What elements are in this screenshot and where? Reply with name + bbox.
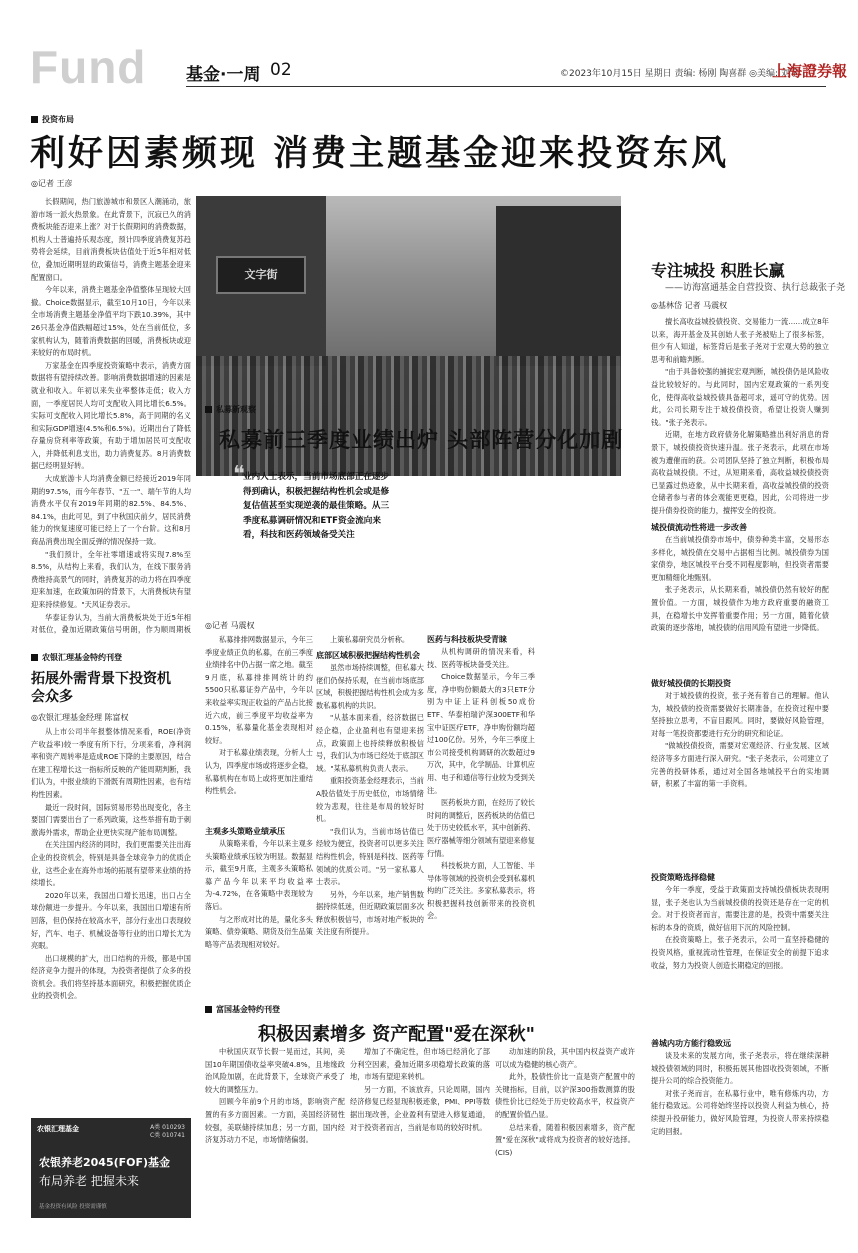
- quote-mark-icon: ❝: [233, 462, 245, 487]
- left-headline: 拓展外需背景下投资机会众多: [31, 671, 171, 705]
- middle-col2: 上策私募研究员分析称。: [330, 635, 410, 644]
- left-body: 从上市公司半年报整体情况来看，ROE(净资产收益率)较一季度有所下行，分项来看，净利润率和资产周转率是造成ROE下降的主要原因，结合在建工程增长这一指标所反映的产能周期判断，我们认为，中报业绩的下滑既有周期性因素，也有结构性因素。 最近一段时间，国际贸易形势出现变化，各主要国门需要出台了一系列政策，这些举措有助于刺激海外需求，帮助企业更快实现产能布局调整。 在关注国内经济的同时，我们更需要关注出海企业的投资机会，特别是具备全球竞争力的优质企业，这些企业在海外市场的拓展有望带来业绩的持续增长。 2020年以来，我国出口增长迅速，出口占全球份额进一步提升。今年以来，我国出口增速有所回落，但仍保持在较高水平，部分行业出口表现较好，汽车、电子、机械设备等行业的出口增长尤为亮眼。 出口规模的扩大，出口结构的升级，都是中国经济竞争力提升的体现，为投资者提供了众多的投资机会。我们将坚持基本面研究，积极把握优质企业的投资机会。: [31, 727, 191, 1001]
- ad-title: 农银养老2045(FOF)基金: [39, 1156, 171, 1169]
- ad-fund-codes: A类 010293 C类 010741: [149, 1124, 185, 1139]
- bottom-col2: 增加了不确定性，但市场已经消化了部分利空因素，叠加近期多项稳增长政策的落地，市场有望迎来转机。 另一方面，不该放弃，只论周期，国内经济修复已经显现积极迹象，PMI、PPI等数据出现改善，企业盈利有望进入修复通道，对于投资者而言，当前是布局的较好时机。: [350, 1047, 490, 1132]
- side-subhead-3: 投资策略选择稳健: [651, 873, 715, 882]
- middle-col3: 从机构调研的情况来看，科技、医药等板块备受关注。 Choice数据显示，今年三季度，净申购份额最大的3只ETF分别为中证上证科创板50成份ETF、华泰柏瑞沪深300ETF和华宝中证医疗ETF，净申购份额均超过100亿份。另外，今年三季度上市公司接受机构调研的次数超过9万次，其中，化学制品、计算机应用、电子和通信等行业较为受到关注。 医药板块方面，在经历了较长时间的调整后，医药板块的估值已处于历史较低水平，其中创新药、医疗器械等细分领域有望迎来修复行情。 科技板块方面，人工智能、半导体等领域的投资机会受到私募机构的广泛关注。多家私募表示，将积极把握科技创新带来的投资机会。: [427, 647, 535, 921]
- middle-headline: 私募前三季度业绩出炉 头部阵营分化加剧: [219, 428, 624, 452]
- lead-headline: 利好因素频现 消费主题基金迎来投资东风: [30, 134, 730, 174]
- middle-subhead-1: 主观多头策略业绩承压: [205, 827, 285, 836]
- side-text-4: 谈及未来的发展方向，张子尧表示，将在继续深耕城投债领域的同时，积极拓展其他固收投资领域，不断提升公司的综合投资能力。 对张子尧而言，在私募行业中，唯有修炼内功，方能行稳致远。公司将始终坚持以投资人利益为核心，持续提升投研能力，做好风险管理，为投资人带来持续稳定的回报。: [651, 1051, 829, 1136]
- lead-byline: ◎记者 王彦: [31, 179, 73, 188]
- bottom-kicker: 富国基金特约刊登: [205, 1004, 280, 1015]
- side-subhead-2: 做好城投债的长期投资: [651, 679, 731, 688]
- masthead: [0, 0, 858, 96]
- section-name: 基金·一周: [186, 65, 261, 85]
- header-rule: [186, 86, 826, 87]
- bottom-headline: 积极因素增多 资产配置"爱在深秋": [258, 1024, 536, 1045]
- lead-body: 长假期间，热门旅游城市和景区人潮涌动，旅游市场一派火热景象。在此背景下，沉寂已久的消费板块能否迎来上涨？对于长假期间的消费数据，机构人士普遍持乐观态度，预计四季度消费复苏趋势将会延续，目前消费板块估值处于近5年相对低位，叠加近期明显的政策信号，消费主题基金迎来配置窗口。 今年以来，消费主题基金净值整体呈现较大回撤。Choice数据显示，截至10月10日，今年以来全市场消费主题基金净值平均下跌10.39%，其中26只基金净值跌幅超过15%，处在当前低位，多家机构认为，随着消费数据的回暖，消费板块或迎来较好的布局时机。 万家基金在四季度投资策略中表示，消费方面数据将有望持续改善。影响消费数据增速的因素是就业和收入。年初以来失业率整体走低；收入方面，一季度居民人均可支配收入同比增长6.5%。实际可支配收入同比增长5.8%，高于同期的名义和实际GDP增速(4.5%和6.5%)。近期出台了降低存量房贷利率等政策，有助于增加居民可支配收入，并降低利息支出，助力消费复苏。8月消费数据已经明显好转。 大成旅游卡人均消费金额已经接近2019年同期的97.5%，而今年春节、"五一"、端午节的人均消费水平仅有2019年同期的82.5%、84.5%、84.1%，由此可见，到了中秋国庆前夕，居民消费能力的恢复速度可能已经上了一个台阶。这和8月商品消费出现全面反弹的情况保持一致。 "我们预计，全年社零增速或将实现7.8%至8.5%，从结构上来看，我们认为，在线下服务消费维持高景气的同时，消费复苏的动力将在四季度迎来加速，在政策加码的背景下，大消费板块有望迎来持续修复。"天风证券表示。 华泰证券认为，当前大消费板块处于近5年相对低位，叠加近期政策信号明朗，作为顺周期板: [31, 197, 191, 635]
- middle-byline: ◎记者 马震权: [205, 621, 255, 630]
- square-icon: [31, 654, 38, 661]
- side-subhead-1: 城投债流动性将进一步改善: [651, 523, 747, 532]
- bottom-col1: 中秋国庆双节长假一晃而过，其间，美国10年期国债收益率突破4.8%，且地缘政治风险加剧，在此背景下，全球资产承受了较大的调整压力。 回顾今年前9个月的市场，影响资产配置的有多方面因素。一方面，美国经济韧性较强，美联储持续加息；另一方面，国内经济复苏动力不足，市场情绪偏弱。: [205, 1047, 345, 1145]
- lead-kicker: 投资布局: [31, 114, 74, 125]
- fund-wordmark: Fund: [30, 41, 147, 93]
- side-intro: 擅长高收益城投债投资、交易能力一流……成立8年以来，海开基金及其创始人张子尧被贴上了很多标签，但少有人知道，标签背后是张子尧对于宏观大势的独立思考和前瞻判断。 "由于具备较强的捕捉宏观判断，城投债仍是风险收益比较较好的。与此同时，国内宏观政策的一系列变化，使得高收益城投债具备超可求，遥可守的优势。因此，公司长期专注于城投债投资，希望让投资人赚到钱。"张子尧表示。 近期，在地方政府债务化解策略推出利好消息的背景下，城投债投资快速升温。张子尧表示，此项在市场被为遭催而的获。公司团队坚持了独立判断，积极布局高收益城投债。不过，从短期来看，高收益城投债投资已显露过热迹象，从中长期来看，高收益城投债的投资仓储者参与者的体会观能更更稳，因此，公司将进一步提升债券投资的能力，擅挥安全的投资。: [651, 317, 829, 515]
- ad-slogan: 布局养老 把握未来: [39, 1174, 139, 1188]
- ad-logo: 农银汇理基金: [37, 1125, 79, 1133]
- fund-advertisement[interactable]: [31, 1118, 191, 1218]
- middle-col1: 私募排排网数据显示，今年三季度业绩正负的私募，在前三季度业绩排名中仍占据一席之地。截至9月底，私募排排网统计的约5500只私募证券产品中，今年以来收益率实现正收益的产品占比接近六成，前三季度平均收益率为0.15%，私募量化基金表现相对较好。 对于私募业绩表现，分析人士认为，四季度市场或将逐步企稳，私募机构在布局上或将更加注重结构性机会。: [205, 635, 313, 796]
- bottom-col3: 动加速的阶段，其中国内权益资产或许可以成为稳健的核心资产。 此外，股债性价比一直是资产配置中的关键指标，目前，以沪深300指数测算的股债性价比已经处于历史较高水平，权益资产的配置价值凸显。 总结来看，随着积极因素增多，资产配置"爱在深秋"或将成为投资者的较好选择。(CIS): [495, 1047, 635, 1157]
- middle-pullquote: 业内人士表示，当前市场底部正在逐步得到确认，积极把握结构性机会或是修复估值甚至实现逆袭的最佳策略。从三季度私募调研情况和ETF资金流向来看，科技和医药领域备受关注: [243, 472, 390, 540]
- side-text-1: 在当前城投债券市场中，债券种类丰富，交易形态多样化，城投债在交易中占据相当比例。城投债券为国家债券，地区城投平台受不同程度影响，但投资者需要更加精细化地甄别。 张子尧表示，从长期来看，城投债仍然有较好的配置价值。一方面，城投债作为地方政府重要的融资工具，在稳增长中发挥着重要作用；另一方面，随着化债政策的逐步落地，城投债的信用风险有望进一步降低。: [651, 535, 829, 633]
- middle-col1b: 从策略来看，今年以来主观多头策略业绩承压较为明显。数据显示，截至9月底，主观多头策略私募产品今年以来平均收益率为-4.72%，在各策略中表现较为落后。 与之形成对比的是，量化多头策略、债券策略、期货及衍生品策略等产品表现相对较好。: [205, 839, 313, 949]
- square-icon: [205, 406, 212, 413]
- side-subhead-4: 善城内功方能行稳致远: [651, 1039, 731, 1048]
- square-icon: [31, 116, 38, 123]
- middle-subhead-3: 医药与科技板块受青睐: [427, 635, 507, 644]
- issue-info: ©2023年10月15日 星期日 责编: 杨刚 陶喜群 ◎美编: 刘宇: [560, 69, 799, 79]
- paper-logo: 上海證券報: [772, 62, 848, 80]
- middle-col2b: 虽然市场持续调整，但私募大佬们仍保持乐观，在当前市场底部区域，积极把握结构性机会成为多数私募机构的共识。 "从基本面来看，经济数据已经企稳，企业盈利也有望迎来拐点，政策面上也持续释放积极信号，我们认为市场已经处于底部区域。"某私募机构负责人表示。 重阳投资基金经理表示，当前A股估值处于历史低位，市场情绪较为悲观，往往是布局的较好时机。 "我们认为，当前市场估值已经较为便宜，投资者可以更多关注结构性机会，特别是科技、医药等领域的优质公司。"另一家私募人士表示。 另外，今年以来，地产销售数据持续低迷，但近期政策层面多次释放积极信号，市场对地产板块的关注度有所提升。: [316, 663, 424, 937]
- left-byline: ◎农银汇理基金经理 陈富权: [31, 713, 129, 722]
- page-number: 02: [270, 60, 292, 80]
- middle-kicker: 私募新观察: [205, 404, 256, 415]
- left-kicker: 农银汇理基金特约刊登: [31, 652, 122, 663]
- side-text-3: 今年一季度，受益于政策面支持城投债板块表现明显，张子尧也认为当前城投债的投资还是存在一定的机会。对于投资者而言，需要注意的是，投资中需要关注标的本身的资质，做好信用下沉的风险控制。 在投资策略上，张子尧表示，公司一直坚持稳健的投资风格，重视流动性管理，在保证安全的前提下追求收益，努力为投资人创造长期稳定的回报。: [651, 885, 829, 970]
- side-subhead: ——访海富通基金自营投资、执行总裁张子尧: [665, 283, 846, 293]
- ad-risk-note: 基金投资有风险 投资需谨慎: [39, 1204, 107, 1210]
- middle-subhead-2: 底部区域积极把握结构性机会: [316, 651, 420, 660]
- side-byline: ◎基林岱 记者 马震权: [651, 301, 728, 310]
- shop-sign: 文字街: [216, 256, 306, 294]
- side-headline: 专注城投 积胜长赢: [651, 261, 785, 280]
- side-text-2: 对于城投债的投资，张子尧有着自己的理解。他认为，城投债的投资需要做好长期准备，在投资过程中要坚持独立思考，不盲目跟风。同时，要做好风险管理，对每一笔投资都要进行充分的研究和论证。 "做城投债投资，需要对宏观经济、行业发展、区域经济等多方面进行深入研究。"张子尧表示，公司建立了完善的投研体系，通过对全国各地城投平台的实地调研，积累了丰富的第一手资料。: [651, 691, 829, 789]
- square-icon: [205, 1006, 212, 1013]
